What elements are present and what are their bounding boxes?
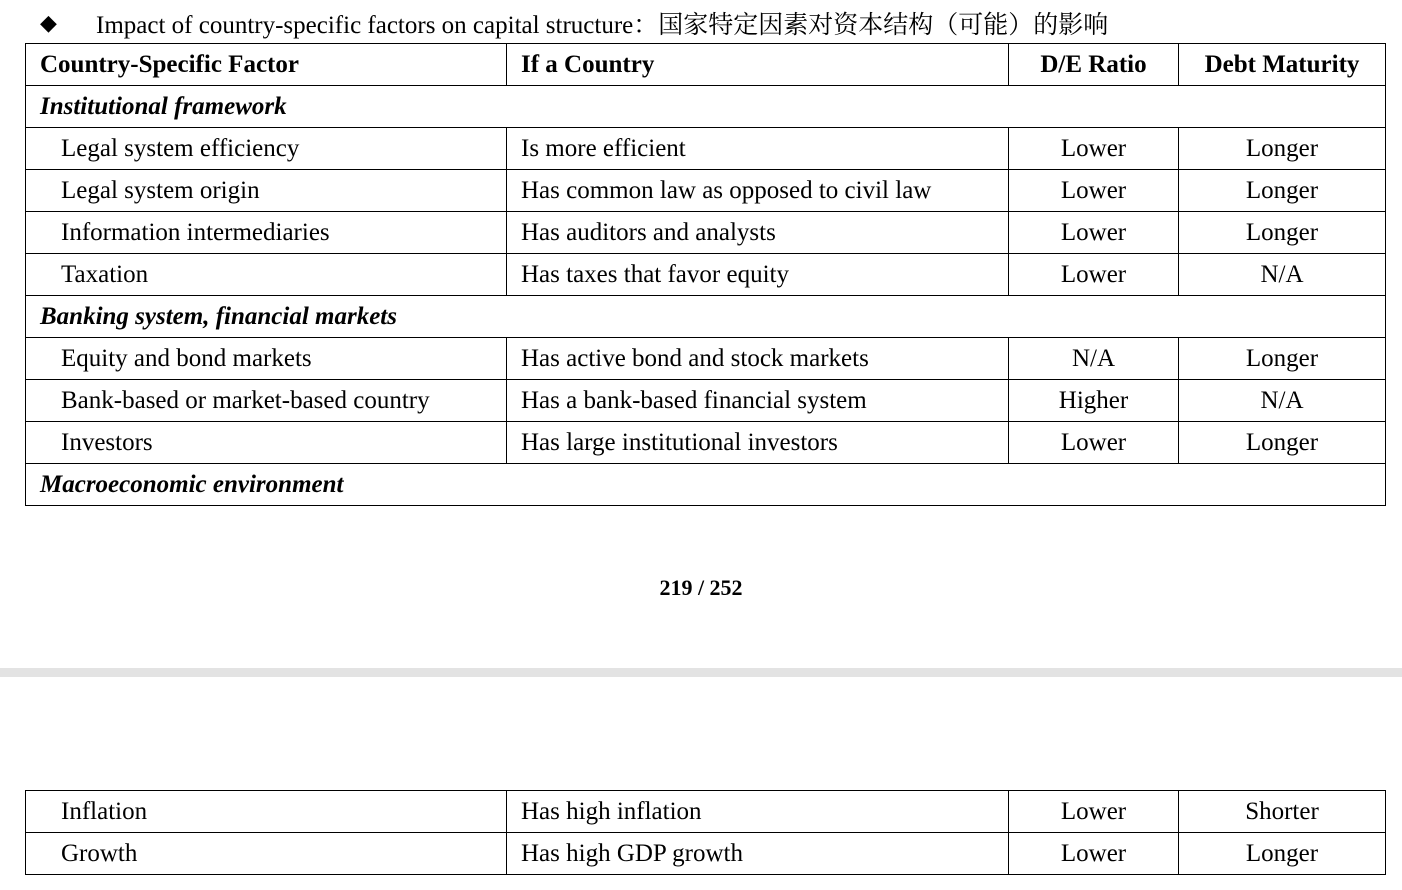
condition-cell: Has a bank-based financial system: [507, 380, 1009, 422]
table-row: [26, 212, 1386, 254]
section-title: Institutional framework: [26, 86, 1386, 128]
header-de-ratio: D/E Ratio: [1009, 44, 1179, 86]
debt-maturity-cell: Longer: [1179, 422, 1386, 464]
factor-cell: Inflation: [26, 791, 507, 833]
condition-cell: Is more efficient: [507, 128, 1009, 170]
factor-cell: Equity and bond markets: [26, 338, 507, 380]
page-number: 219 / 252: [659, 575, 743, 600]
debt-maturity-cell: Longer: [1179, 212, 1386, 254]
factors-table-continued: [25, 790, 1386, 875]
de-ratio-cell: Lower: [1009, 254, 1179, 296]
factor-cell: Legal system origin: [26, 170, 507, 212]
factor-cell: Bank-based or market-based country: [26, 380, 507, 422]
condition-cell: Has large institutional investors: [507, 422, 1009, 464]
header-factor: Country-Specific Factor: [26, 44, 507, 86]
debt-maturity-cell: N/A: [1179, 380, 1386, 422]
heading-text: Impact of country-specific factors on capital structure：国家特定因素对资本结构（可能）的影响: [96, 12, 1109, 39]
factors-table: [25, 43, 1386, 506]
page-separator: [0, 668, 1402, 677]
table-row: [26, 791, 1386, 833]
condition-cell: Has common law as opposed to civil law: [507, 170, 1009, 212]
de-ratio-cell: Lower: [1009, 128, 1179, 170]
table-row: [26, 338, 1386, 380]
diamond-bullet-icon: ◆: [40, 10, 57, 35]
header-debt-maturity: Debt Maturity: [1179, 44, 1386, 86]
section-row: [26, 86, 1386, 128]
de-ratio-cell: N/A: [1009, 338, 1179, 380]
de-ratio-cell: Lower: [1009, 422, 1179, 464]
section-row: [26, 296, 1386, 338]
condition-cell: Has active bond and stock markets: [507, 338, 1009, 380]
table-row: [26, 128, 1386, 170]
table-row: [26, 380, 1386, 422]
condition-cell: Has taxes that favor equity: [507, 254, 1009, 296]
factor-cell: Legal system efficiency: [26, 128, 507, 170]
de-ratio-cell: Lower: [1009, 833, 1179, 875]
factor-cell: Information intermediaries: [26, 212, 507, 254]
condition-cell: Has auditors and analysts: [507, 212, 1009, 254]
section-heading: [40, 6, 1108, 40]
section-row: [26, 464, 1386, 506]
debt-maturity-cell: Longer: [1179, 833, 1386, 875]
de-ratio-cell: Lower: [1009, 212, 1179, 254]
section-title: Banking system, financial markets: [26, 296, 1386, 338]
debt-maturity-cell: Longer: [1179, 128, 1386, 170]
de-ratio-cell: Higher: [1009, 380, 1179, 422]
section-title: Macroeconomic environment: [26, 464, 1386, 506]
table-row: [26, 422, 1386, 464]
de-ratio-cell: Lower: [1009, 791, 1179, 833]
debt-maturity-cell: Longer: [1179, 170, 1386, 212]
factor-cell: Taxation: [26, 254, 507, 296]
debt-maturity-cell: Longer: [1179, 338, 1386, 380]
de-ratio-cell: Lower: [1009, 170, 1179, 212]
table-row: [26, 254, 1386, 296]
table-row: [26, 833, 1386, 875]
factor-cell: Investors: [26, 422, 507, 464]
table-header-row: [26, 44, 1386, 86]
table-row: [26, 170, 1386, 212]
header-condition: If a Country: [507, 44, 1009, 86]
debt-maturity-cell: Shorter: [1179, 791, 1386, 833]
debt-maturity-cell: N/A: [1179, 254, 1386, 296]
condition-cell: Has high GDP growth: [507, 833, 1009, 875]
condition-cell: Has high inflation: [507, 791, 1009, 833]
factor-cell: Growth: [26, 833, 507, 875]
